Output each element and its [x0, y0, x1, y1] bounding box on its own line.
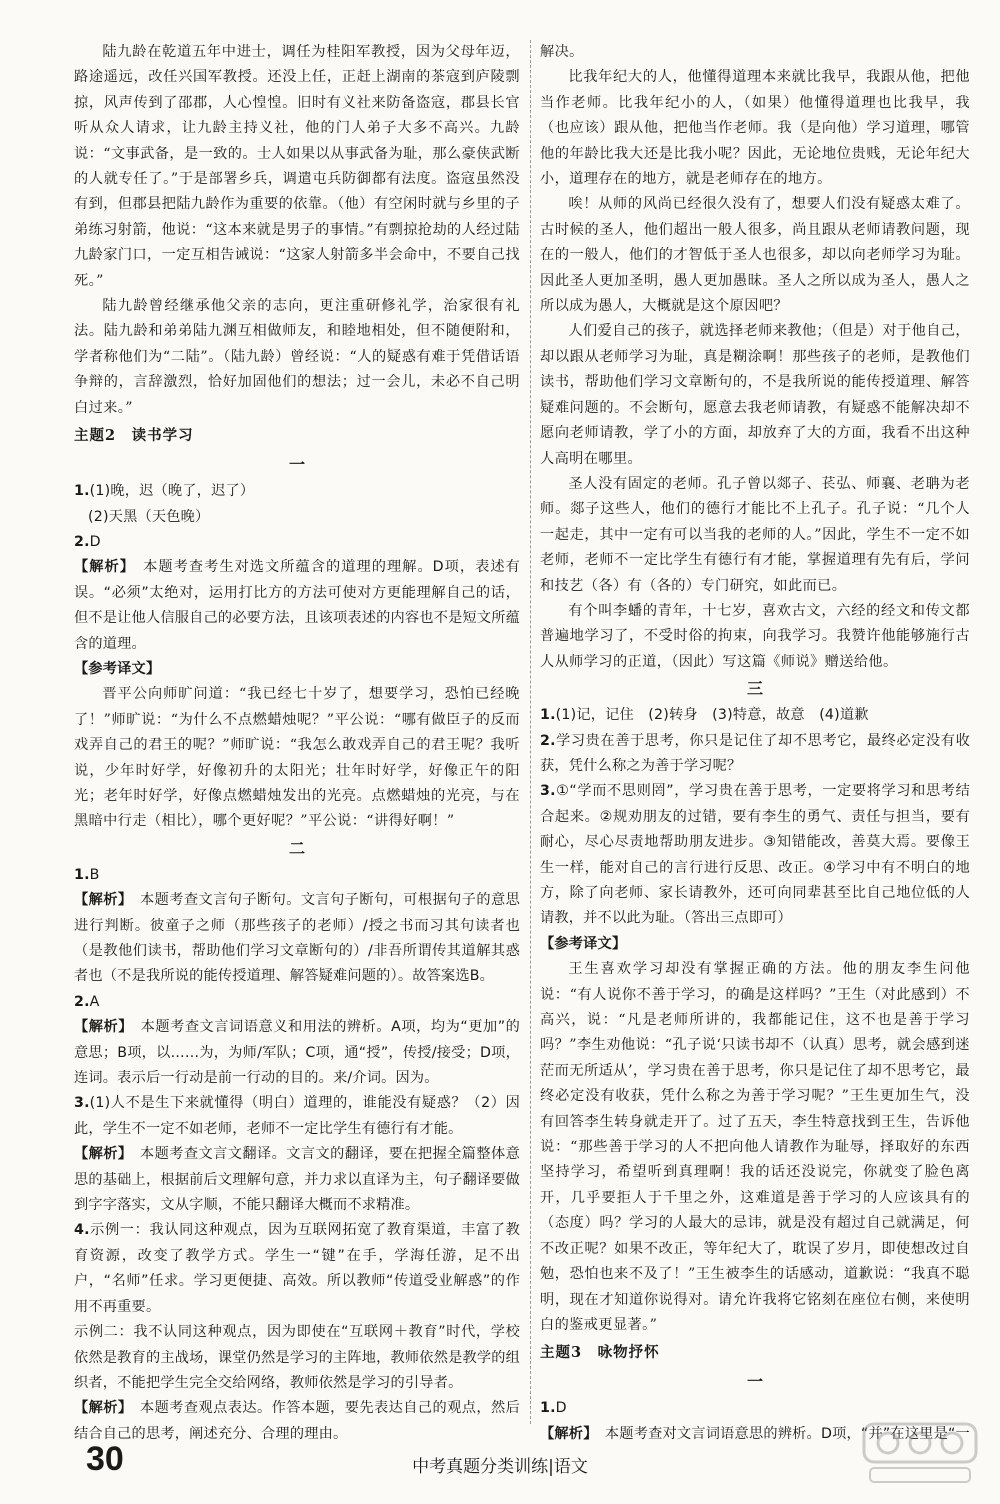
translation-paragraph: 解决。 — [540, 44, 584, 60]
answer-item: 4.示例一：我认同这种观点，因为互联网拓宽了教育渠道，丰富了教育资源，改变了教学方式。学生一“键”在手，学海任游，足不出户，“名师”任求。学习更便捷、高效。所以教师“传道受业解惑”的作用不再重要。 — [74, 1222, 520, 1315]
translation-paragraph: 有个叫李蟠的青年，十七岁，喜欢古文，六经的经文和传文都普遍地学习了，不受时俗的拘束，向我学习。我赞许他能够施行古人从师学习的正道，（因此）写这篇《师说》赠送给他。 — [540, 602, 970, 670]
translation-paragraph: 陆九龄曾经继承他父亲的志向，更注重研修礼学，治家很有礼法。陆九龄和弟弟陆九渊互相做师友，和睦地相处，但不随便附和，学者称他们为“二陆”。（陆九龄）曾经说：“人的疑惑有难于凭借话语争辩的，言辞激烈，恰好加固他们的想法；过一会儿，未必不自己明白过来。” — [74, 298, 520, 416]
page-number: 30 — [86, 1440, 124, 1478]
section-number: 二 — [288, 838, 305, 858]
analysis: 【解析】 本题考查观点表达。作答本题，要先表达自己的观点，然后结合自己的思考，阐述充分、合理的理由。 — [74, 1400, 520, 1442]
section-number: 一 — [746, 1372, 763, 1392]
answer-item: 1.(1)记，记住 (2)转身 (3)特意，故意 (4)道歉 — [540, 707, 869, 724]
right-column — [540, 40, 970, 1444]
translation-paragraph: 圣人没有固定的老师。孔子曾以郯子、苌弘、师襄、老聃为老师。郯子这些人，他们的德行才能比不上孔子。孔子说：“几个人一起走，其中一定有可以当我的老师的人。”因此，学生不一定不如老师，老师不一定比学生有德行有才能，掌握道理有先有后，学问和技艺（各）有（各的）专门研究，如此而已。 — [540, 475, 970, 594]
column-divider — [530, 40, 531, 1424]
answer-item: 2.D — [74, 533, 101, 550]
analysis: 【解析】 本题考查文言句子断句。文言句子断句，可根据句子的意思进行判断。彼童子之师（那些孩子的老师）/授之书而习其句读者也（是教他们读书，帮助他们学习文章断句的）/非吾所谓传其道解其惑者也（不是我所说的能传授道理、解答疑难问题的）。故答案选B。 — [74, 892, 520, 985]
answer-item: 示例二：我不认同这种观点，因为即使在“互联网＋教育”时代，学校依然是教育的主战场，课堂仍然是学习的主阵地，教师依然是教学的组织者，不能把学生完全交给网络，教师依然是学习的引导者。 — [74, 1324, 520, 1391]
translation-paragraph: 人们爱自己的孩子，就选择老师来教他；（但是）对于他自己，却以跟从老师学习为耻，真是糊涂啊！那些孩子的老师，是教他们读书，帮助他们学习文章断句的，不是我所说的能传授道理、解答疑难问题的。不会断句，愿意去我老师请教，有疑惑不能解决却不愿向老师请教，学了小的方面，却放弃了大的方面，我看不出这种人高明在哪里。 — [540, 323, 970, 467]
section-number: 三 — [746, 679, 763, 699]
topic-heading: 主题3 咏物抒怀 — [540, 1344, 660, 1362]
answer-item: 3.(1)人不是生下来就懂得（明白）道理的，谁能没有疑惑？（2）因此，学生不一定不如老师，老师不一定比学生有德行有才能。 — [74, 1095, 520, 1137]
analysis: 【解析】 本题考查文言文翻译。文言文的翻译，要在把握全篇整体意思的基础上，根据前后文理解句意，并力求以直译为主，句子翻译要做到字字落实，文从字顺，不能只翻译大概而不求精准。 — [74, 1146, 520, 1214]
answer-item: 1.B — [74, 866, 100, 883]
translation-paragraph: 晋平公向师旷问道：“我已经七十岁了，想要学习，恐怕已经晚了！”师旷说：“为什么不点燃蜡烛呢？”平公说：“哪有做臣子的反而戏弄自己的君王的呢？”师旷说：“我怎么敢戏弄自己的君王呢？我听说，少年时好学，好像初升的太阳光；壮年时好学，好像正午的阳光；老年时好学，好像点燃蜡烛发出的光亮。点燃蜡烛的光亮，与在黑暗中行走（相比），哪个更好呢？”平公说：“讲得好啊！” — [74, 686, 520, 830]
translation-paragraph: 陆九龄在乾道五年中进士，调任为桂阳军教授，因为父母年迈，路途遥远，改任兴国军教授。还没上任，正赶上湖南的茶寇到庐陵剽掠，风声传到了邵郡，人心惶惶。旧时有义社来防备盗寇，郡县长官听从众人请求，让九龄主持义社，他的门人弟子大多不高兴。九龄说：“文事武备，是一致的。士人如果以从事武备为耻，那么豪侠武断的人就专任了。”于是部署乡兵，调遣屯兵防御都有法度。盗寇虽然没有到，但郡县把陆九龄作为重要的依靠。（他）有空闲时就与乡里的子弟练习射箭，他说：“这本来就是男子的事情。”有剽掠抢劫的人经过陆九龄家门口，一定互相告诫说：“这家人射箭多半会命中，不要自己找死。” — [74, 44, 520, 289]
left-column — [74, 40, 520, 1444]
section-number: 一 — [288, 455, 305, 475]
translation-paragraph: 唉！从师的风尚已经很久没有了，想要人们没有疑惑太难了。古时候的圣人，他们超出一般人很多，尚且跟从老师请教问题，现在的一般人，他们的才智低于圣人也很多，却以向老师学习为耻。因此圣人更加圣明，愚人更加愚昧。圣人之所以成为圣人，愚人之所以成为愚人，大概就是这个原因吧？ — [540, 196, 970, 315]
book-title: 中考真题分类训练|语文 — [412, 1457, 588, 1477]
analysis: 【解析】 本题考查对文言词语意思的辨析。D项，“并”在这里是“一 — [540, 1425, 970, 1442]
translation-label: 【参考译文】 — [540, 935, 627, 952]
watermark-logo-icon — [860, 1418, 980, 1488]
answer-item: 2.A — [74, 993, 100, 1010]
answer-item: (2)天黑（天色晚） — [88, 508, 210, 525]
answer-item: 1.D — [540, 1400, 567, 1417]
translation-paragraph: 比我年纪大的人，他懂得道理本来就比我早，我跟从他，把他当作老师。比我年纪小的人，（如果）他懂得道理也比我早，我（也应该）跟从他，把他当作老师。我（是向他）学习道理，哪管他的年龄比我大还是比我小呢？因此，无论地位贵贱，无论年纪大小，道理存在的地方，就是老师存在的地方。 — [540, 69, 970, 188]
translation-paragraph: 王生喜欢学习却没有掌握正确的方法。他的朋友李生问他说：“有人说你不善于学习，的确是这样吗？”王生（对此感到）不高兴，说：“凡是老师所讲的，我都能记住，这不也是善于学习吗？”李生劝他说：“孔子说‘只读书却不（认真）思考，就会感到迷茫而无所适从’，学习贵在善于思考，你只是记住了却不思考它，最终必定没有收获，凭什么称之为善于学习呢？”王生更加生气，没有回答李生转身就走开了。过了五天，李生特意找到王生，告诉他说：“那些善于学习的人不把向他人请教作为耻辱，择取好的东西坚持学习，希望听到真理啊！我的话还没说完，你就变了脸色离开，几乎要拒人于千里之外，这难道是善于学习的人应该具有的（态度）吗？学习的人最大的忌讳，就是没有超过自己就满足，何不改正呢？如果不改正，等年纪大了，耽误了岁月，即使想改过自勉，恐怕也来不及了！”王生被李生的话感动，道歉说：“我真不聪明，现在才知道你说得对。请允许我将它铭刻在座位右侧，来使明白的鉴戒更显著。” — [540, 961, 970, 1333]
analysis: 【解析】 本题考查文言词语意义和用法的辨析。A项，均为“更加”的意思；B项，以……为，为师/军队；C项，通“授”，传授/接受；D项，连词。表示后一行动是前一行动的目的。来/介词。因为。 — [74, 1019, 520, 1087]
topic-heading: 主题2 读书学习 — [74, 427, 194, 445]
answer-item: 3.①“学而不思则罔”，学习贵在善于思考，一定要将学习和思考结合起来。②规劝朋友的过错，要有李生的勇气、责任与担当，要有耐心，尽心尽责地帮助朋友进步。③知错能改，善莫大焉。要像王生一样，能对自己的言行进行反思、改正。④学习中有不明白的地方，除了向老师、家长请教外，还可向同辈甚至比自己地位低的人请教，并不以此为耻。（答出三点即可） — [540, 783, 970, 927]
analysis: 【解析】 本题考查考生对选文所蕴含的道理的理解。D项，表述有误。“必须”太绝对，运用打比方的方法可使对方更能理解自己的话，但不是让他人信服自己的必要方法，且该项表述的内容也不是短文所蕴含的道理。 — [74, 559, 520, 652]
answer-item: 1.(1)晚，迟（晚了，迟了） — [74, 483, 255, 500]
translation-label: 【参考译文】 — [74, 660, 161, 677]
answer-item: 2.学习贵在善于思考，你只是记住了却不思考它，最终必定没有收获，凭什么称之为善于学习呢？ — [540, 732, 970, 774]
